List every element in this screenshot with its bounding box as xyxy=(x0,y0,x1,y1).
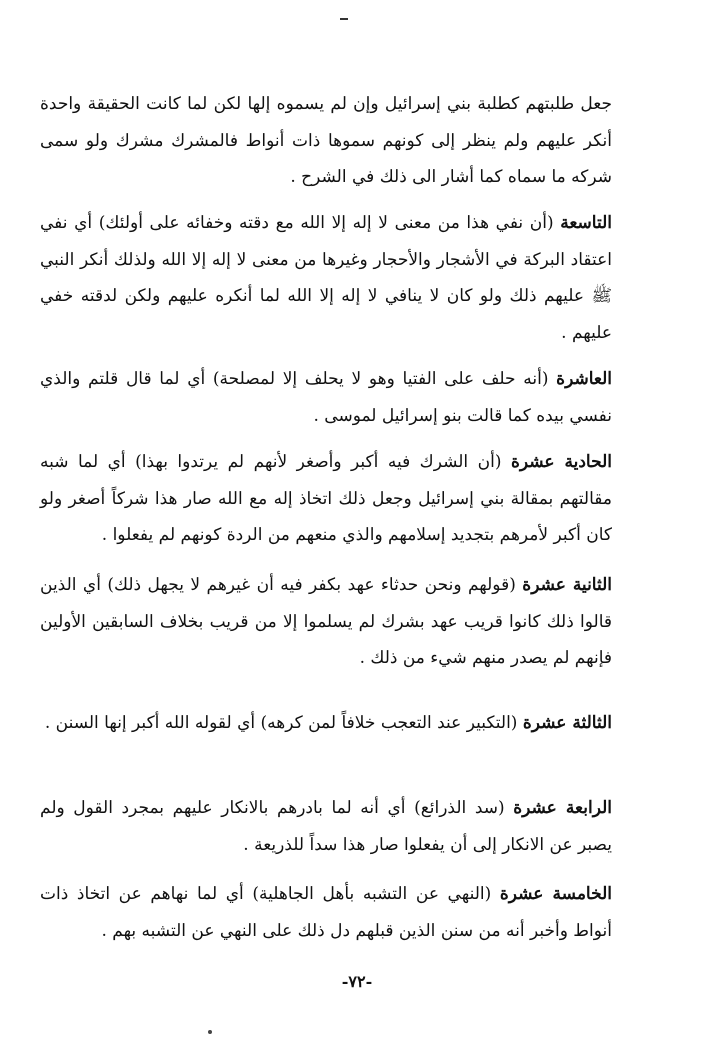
paragraph-twelfth xyxy=(40,567,612,677)
bottom-dot xyxy=(208,1030,212,1034)
page-number: -٧٢- xyxy=(341,972,373,991)
intro-paragraph xyxy=(40,86,612,196)
paragraph-heading: العاشرة xyxy=(556,369,612,389)
paragraph-heading: الخامسة عشرة xyxy=(499,884,612,904)
paragraph-heading: الرابعة عشرة xyxy=(513,798,612,818)
paragraph-text: (أنه حلف على الفتيا وهو لا يحلف إلا لمصلحة) أي لما قال قلتم والذي نفسي بيده كما قالت بنو إسرائيل لموسى . xyxy=(40,369,612,426)
paragraph-text: (التكبير عند التعجب خلافاً لمن كرهه) أي لقوله الله أكبر إنها السنن . xyxy=(44,713,518,733)
paragraph-fifteenth xyxy=(40,876,612,949)
paragraph-eleventh xyxy=(40,444,612,554)
paragraph-heading: التاسعة xyxy=(560,213,612,233)
intro-text: جعل طلبتهم كطلبة بني إسرائيل وإن لم يسموه إلها لكن لما كانت الحقيقة واحدة أنكر عليهم ولم ينظر إلى كونهم سموها ذات أنواط فالمشرك مشرك ولو سمى شركه ما سماه كما أشار الى ذلك في الشرح . xyxy=(40,94,612,187)
paragraph-heading: الثالثة عشرة xyxy=(522,713,612,733)
paragraph-tenth xyxy=(40,361,612,434)
paragraph-ninth xyxy=(40,205,612,351)
top-mark xyxy=(340,18,348,20)
paragraph-text: (النهي عن التشبه بأهل الجاهلية) أي لما نهاهم عن اتخاذ ذات أنواط وأخبر أنه من سنن الذين قبلهم دل ذلك على النهي عن التشبه بهم . xyxy=(40,884,612,941)
paragraph-text: (سد الذرائع) أي أنه لما بادرهم بالانكار عليهم بمجرد القول ولم يصبر عن الانكار إلى أن يفعلوا صار هذا سداً للذريعة . xyxy=(40,798,612,855)
paragraph-heading: الثانية عشرة xyxy=(522,575,613,595)
paragraph-heading: الحادية عشرة xyxy=(510,452,612,472)
paragraph-text: (أن الشرك فيه أكبر وأصغر لأنهم لم يرتدوا بهذا) أي لما شبه مقالتهم بمقالة بني إسرائيل وجعل ذلك اتخاذ إله مع الله صار هذا شركاً أصغر ولو كان أكبر لأمرهم بتجديد إسلامهم والذي منعهم من الردة كونهم لم يفعلوا . xyxy=(40,452,612,545)
paragraph-text: (قولهم ونحن حدثاء عهد بكفر فيه أن غيرهم لا يجهل ذلك) أي الذين قالوا ذلك كانوا قريب عهد بشرك لم يسلموا إلا من قريب بخلاف السابقين الأولين فإنهم لم يصدر منهم شيء من ذلك . xyxy=(40,575,612,668)
paragraph-text: (أن نفي هذا من معنى لا إله إلا الله مع دقته وخفائه على أولئك) أي نفي اعتقاد البركة في الأشجار والأحجار وغيرها من معنى لا إله إلا الله ولذلك أنكر النبي ﷺ عليهم ذلك ولو كان لا ينافي لا إله إلا الله لما أنكره عليهم ولكن لدقته خفي عليهم . xyxy=(40,213,612,343)
paragraph-thirteenth xyxy=(40,705,612,742)
paragraph-fourteenth xyxy=(40,790,612,863)
